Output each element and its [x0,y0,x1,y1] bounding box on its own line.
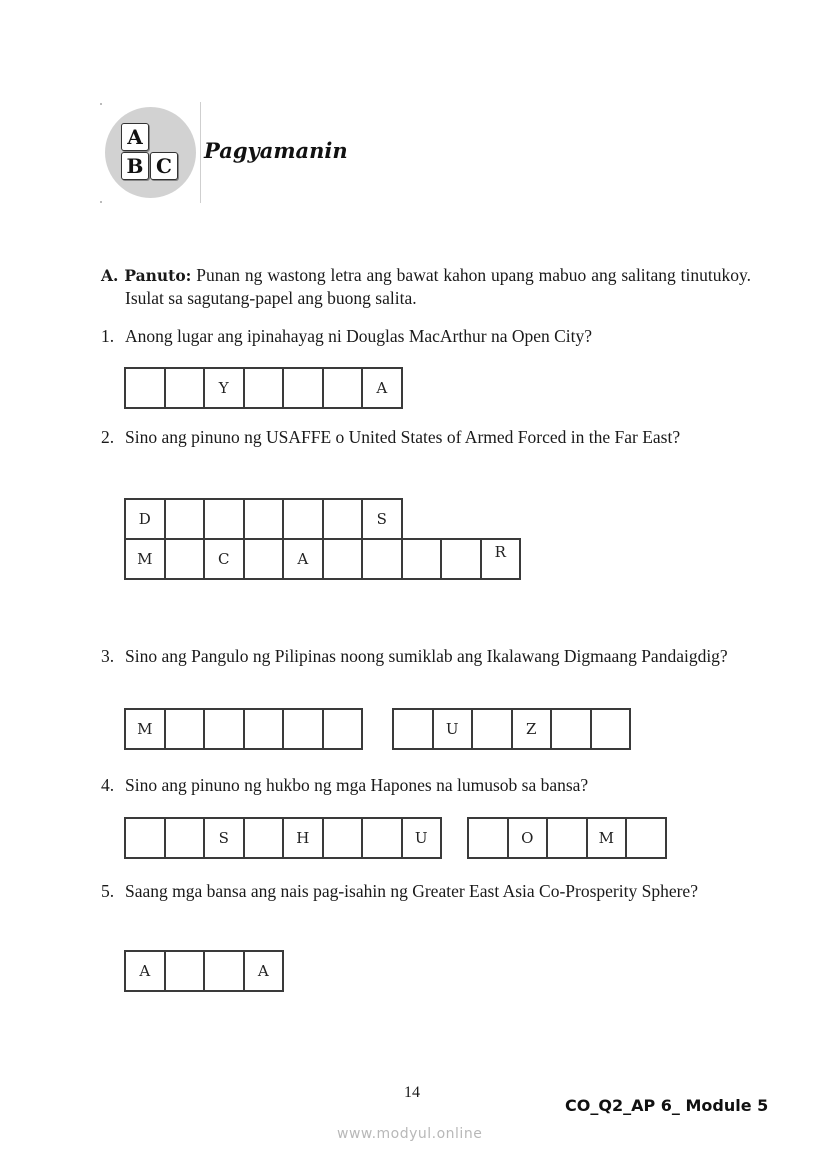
letter-box-empty[interactable] [243,538,285,580]
letter-box-empty[interactable] [590,708,632,750]
letter-box-filled[interactable]: A [361,367,403,409]
letter-box-empty[interactable] [203,498,245,540]
letter-box-empty[interactable] [243,367,285,409]
letter-box-filled[interactable]: U [432,708,474,750]
question-1 [101,325,751,347]
letter-box-empty[interactable] [440,538,482,580]
letter-box-filled[interactable]: M [586,817,628,859]
letter-box-filled[interactable]: C [203,538,245,580]
letter-box-empty[interactable] [243,708,285,750]
question-text: Sino ang Pangulo ng Pilipinas noong sumiklab ang Ikalawang Digmaang Pandaigdig? [125,646,728,666]
letter-box-empty[interactable] [282,708,324,750]
answer-boxes-q4-first [124,817,442,859]
letter-box-empty[interactable] [164,498,206,540]
header-divider [200,102,201,203]
letter-box-filled[interactable]: O [507,817,549,859]
question-number: 5. [101,881,115,901]
letter-box-empty[interactable] [164,817,206,859]
answer-boxes-q3-first [124,708,363,750]
answer-boxes-q2-row1 [124,498,403,540]
letter-box-filled[interactable]: R [480,538,522,580]
letter-box-filled[interactable]: H [282,817,324,859]
letter-box-empty[interactable] [471,708,513,750]
letter-box-filled[interactable]: M [124,538,166,580]
letter-box-filled[interactable]: U [401,817,443,859]
module-code: CO_Q2_AP 6_ Module 5 [565,1096,769,1115]
question-text: Sino ang pinuno ng hukbo ng mga Hapones na lumusob sa bansa? [125,775,589,795]
letter-box-empty[interactable] [282,367,324,409]
letter-box-empty[interactable] [392,708,434,750]
letter-box-filled[interactable]: S [361,498,403,540]
letter-box-filled[interactable]: Y [203,367,245,409]
letter-box-filled[interactable]: D [124,498,166,540]
abc-blocks-icon [105,107,196,198]
letter-box-empty[interactable] [550,708,592,750]
letter-box-empty[interactable] [401,538,443,580]
question-number: 2. [101,427,115,447]
letter-box-empty[interactable] [322,367,364,409]
watermark: www.modyul.online [337,1126,483,1142]
letter-box-empty[interactable] [243,498,285,540]
letter-box-empty[interactable] [322,498,364,540]
page-number: 14 [404,1084,420,1101]
corner-mark [100,201,102,203]
letter-box-empty[interactable] [625,817,667,859]
letter-box-filled[interactable]: Z [511,708,553,750]
block-b-icon: B [121,152,149,180]
letter-box-empty[interactable] [361,817,403,859]
letter-box-empty[interactable] [203,950,245,992]
letter-box-empty[interactable] [124,367,166,409]
block-c-icon: C [150,152,178,180]
letter-box-empty[interactable] [546,817,588,859]
question-text: Saang mga bansa ang nais pag-isahin ng Greater East Asia Co-Prosperity Sphere? [125,881,698,901]
answer-boxes-q2-row2 [124,538,521,580]
answer-boxes-q4-last [467,817,667,859]
letter-box-filled[interactable]: A [243,950,285,992]
question-number: 4. [101,775,115,795]
letter-box-empty[interactable] [322,538,364,580]
letter-box-filled[interactable]: S [203,817,245,859]
letter-box-empty[interactable] [243,817,285,859]
letter-box-empty[interactable] [164,538,206,580]
question-number: 1. [101,326,115,346]
question-4 [101,774,751,796]
letter-box-empty[interactable] [467,817,509,859]
section-title: Pagyamanin [204,138,348,163]
letter-box-filled[interactable]: M [124,708,166,750]
instructions-label: A. Panuto: [101,266,192,285]
letter-box-empty[interactable] [361,538,403,580]
letter-box-empty[interactable] [203,708,245,750]
letter-box-empty[interactable] [322,817,364,859]
letter-box-empty[interactable] [164,708,206,750]
letter-box-empty[interactable] [124,817,166,859]
letter-box-empty[interactable] [282,498,324,540]
letter-box-filled[interactable]: A [282,538,324,580]
question-2 [101,426,751,448]
question-number: 3. [101,646,115,666]
block-a-icon: A [121,123,149,151]
question-text: Sino ang pinuno ng USAFFE o United States of Armed Forced in the Far East? [125,427,681,447]
question-text: Anong lugar ang ipinahayag ni Douglas MacArthur na Open City? [125,326,593,346]
question-5 [101,880,751,902]
answer-boxes-q1 [124,367,403,409]
letter-box-filled[interactable]: A [124,950,166,992]
letter-box-empty[interactable] [322,708,364,750]
corner-mark [100,103,102,105]
letter-box-empty[interactable] [164,367,206,409]
question-3 [101,645,751,667]
letter-box-empty[interactable] [164,950,206,992]
instructions-text: Punan ng wastong letra ang bawat kahon upang mabuo ang salitang tinutukoy. Isulat sa sagutang-papel ang buong salita. [125,265,752,308]
answer-boxes-q5 [124,950,284,992]
instructions [101,264,751,309]
answer-boxes-q3-last [392,708,631,750]
